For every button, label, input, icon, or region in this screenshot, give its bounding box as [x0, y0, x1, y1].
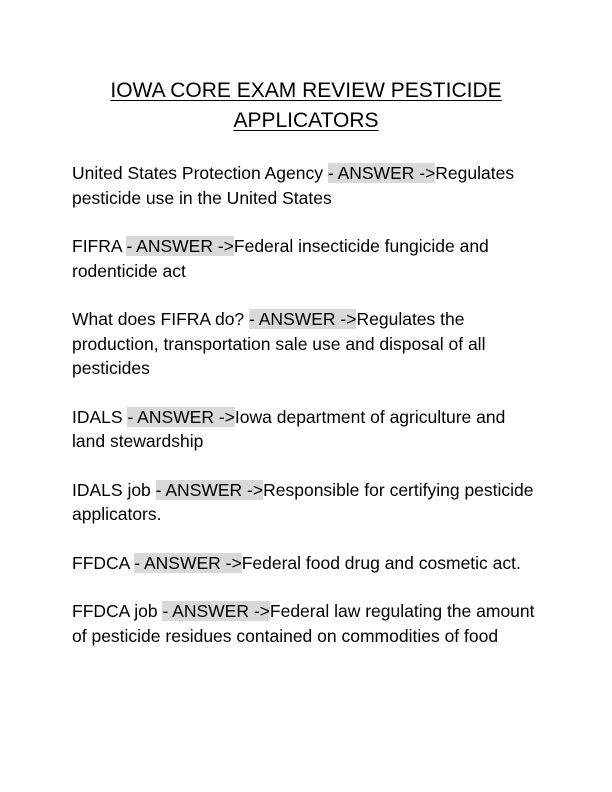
qa-item [72, 478, 542, 527]
answer-marker: - ANSWER -> [127, 406, 235, 427]
qa-question: IDALS job [72, 479, 156, 500]
qa-answer: Federal food drug and cosmetic act. [241, 552, 521, 573]
answer-marker: - ANSWER -> [162, 601, 270, 621]
qa-question: IDALS [72, 406, 128, 427]
qa-question: United States Protection Agency [72, 163, 328, 183]
qa-question: FIFRA [72, 236, 127, 256]
qa-item [72, 405, 542, 454]
qa-question: FFDCA [72, 552, 135, 573]
answer-marker: - ANSWER -> [249, 309, 357, 329]
answer-marker: - ANSWER -> [126, 236, 234, 256]
answer-marker: - ANSWER -> [327, 163, 436, 183]
answer-marker: - ANSWER -> [155, 479, 264, 500]
qa-item [72, 307, 542, 381]
document-title: IOWA CORE EXAM REVIEW PESTICIDE APPLICATORS [110, 79, 502, 132]
qa-answer: Iowa department of agriculture and land stewardship [72, 406, 506, 451]
qa-item [72, 234, 542, 283]
qa-answer: Responsible for certifying pesticide applicators. [72, 479, 534, 524]
qa-answer: Federal insecticide fungicide and rodenticide act [72, 236, 489, 281]
qa-item [72, 161, 542, 210]
qa-answer: Federal law regulating the amount of pesticide residues contained on commodities of food [72, 601, 535, 646]
answer-marker: - ANSWER -> [134, 552, 242, 573]
qa-item [72, 551, 542, 576]
qa-answer: Regulates the production, transportation sale use and disposal of all pesticides [72, 309, 486, 378]
qa-question: FFDCA job [72, 601, 163, 621]
qa-answer: Regulates pesticide use in the United States [72, 163, 515, 208]
qa-list [72, 161, 542, 672]
qa-question: What does FIFRA do? [72, 309, 250, 329]
qa-item [72, 599, 542, 648]
